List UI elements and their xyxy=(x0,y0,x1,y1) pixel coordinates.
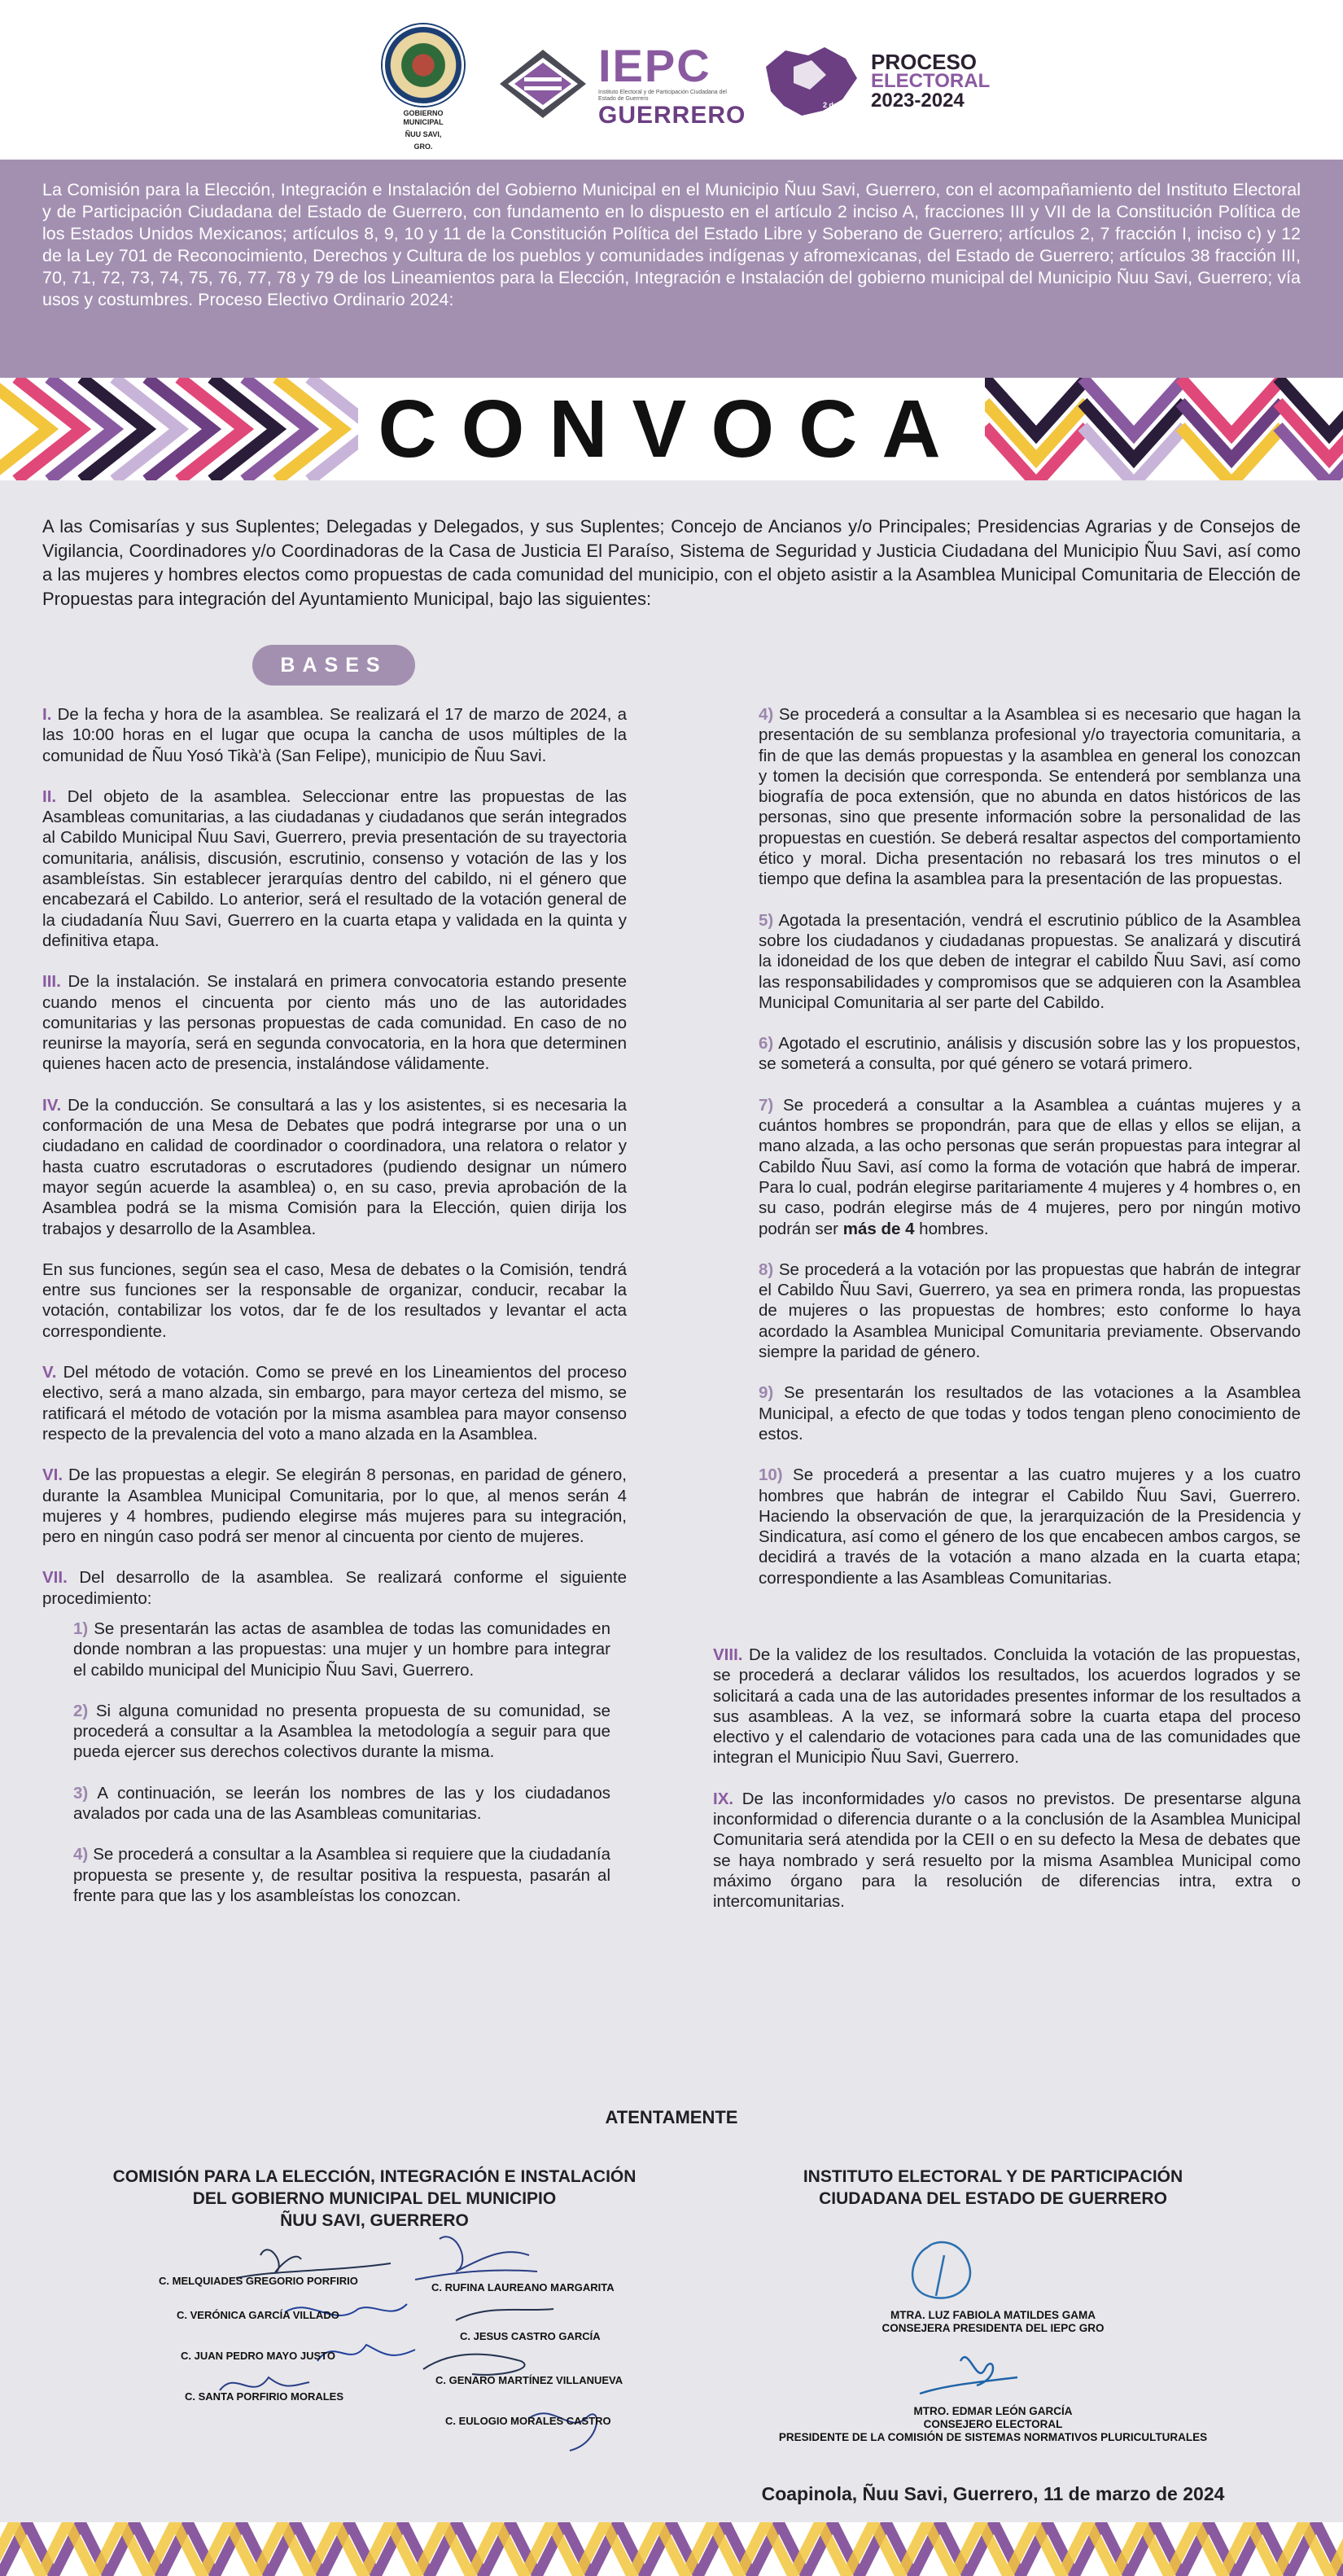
step-number: 6) xyxy=(759,1034,774,1054)
commission-member: C. VERÓNICA GARCÍA VILLADO xyxy=(177,2309,339,2321)
step-5 xyxy=(759,910,1301,1013)
step-7-end: hombres. xyxy=(919,1219,989,1238)
call-paragraph: A las Comisarías y sus Suplentes; Delegadas y Delegados, y sus Suplentes; Concejo de Ancianos y/o Principales; Presidencias Agrarias y de Consejos de Vigilancia, Coordinadores y/o Coordinadoras de la Casa de Justicia El Paraíso, Sistema de Seguridad y Justicia Ciudadana del Municipio Ñuu Savi, así como a las mujeres y hombres electos como propuestas de cada comunidad del municipio, con el objeto asistir a la Asamblea Municipal Comunitaria de Elección de Propuestas para integración del Ayuntamiento Municipal, bajo las siguientes: xyxy=(42,516,1301,609)
step-8 xyxy=(759,1260,1301,1362)
step-10 xyxy=(759,1465,1301,1588)
base-number: I. xyxy=(42,705,52,724)
org-line: CIUDADANA DEL ESTADO DE GUERRERO xyxy=(819,2189,1167,2208)
base-number: III. xyxy=(42,972,61,992)
bases-label: BASES xyxy=(252,645,415,686)
base-text: De la instalación. Se instalará en primera convocatoria estando presente cuando menos el cincuenta por ciento más uno de las autoridades comunitarias y las personas propuestas de cada comunidad. En caso de no reunirse la mayoría, será en segunda convocatoria, en la hora que determinen quienes hacen acto de presencia, instalándose válidamente. xyxy=(42,972,627,1074)
base-v xyxy=(42,1362,627,1444)
base-number: II. xyxy=(42,786,57,806)
step-number: 2) xyxy=(73,1701,89,1720)
step-text: Si alguna comunidad no presenta propuesta de su comunidad, se procederá a consultar a la Asamblea la metodología a seguir para que pueda ejercer sus derechos colectivos durante la misma. xyxy=(73,1701,610,1762)
base-text: De la fecha y hora de la asamblea. Se realizará el 17 de marzo de 2024, a las 10:00 horas en el lugar que ocupa la cancha de usos múltiples de la comunidad de Ñuu Yosó Tikà'à (San Felipe), municipio de Ñuu Savi. xyxy=(42,705,627,765)
iepc-official-role: CONSEJERA PRESIDENTA DEL IEPC GRO xyxy=(881,2322,1105,2334)
iepc-wordmark xyxy=(598,42,746,129)
base-number: VI. xyxy=(42,1465,63,1485)
commission-member: C. GENARO MARTÍNEZ VILLANUEVA xyxy=(435,2374,623,2386)
banner-title: CONVOCA xyxy=(378,383,965,475)
step-text: Agotado el escrutinio, análisis y discusión sobre las y los propuestos, se someterá a consulta, por qué género se votará primero. xyxy=(759,1034,1301,1074)
banner-pattern-left xyxy=(0,378,358,480)
iepc-org-name xyxy=(733,2166,1253,2210)
commission-member: C. JUAN PEDRO MAYO JUSTO xyxy=(181,2350,335,2362)
base-text: De las inconformidades y/o casos no previstos. De presentarse alguna inconformidad o diferencia durante o a la conclusión de la Asamblea Municipal Comunitaria será atendida por la CEII o en su defecto la Mesa de debates que se haya nombrado y será resuelto por la misma Asamblea Municipal como máximo órgano para la resolución de diferencias intra, extra o intercomunitarias. xyxy=(713,1789,1301,1912)
step-text: Se presentarán las actas de asamblea de todas las comunidades en donde nombran a las propuestas: una mujer y un hombre para integrar el cabildo municipal del Municipio Ñuu Savi, Guerrero. xyxy=(73,1619,610,1680)
base-viii xyxy=(713,1645,1301,1768)
base-number: IX. xyxy=(713,1789,734,1808)
commission-member: C. MELQUIADES GREGORIO PORFIRIO xyxy=(159,2275,358,2287)
base-ix xyxy=(713,1789,1301,1912)
seal-line-1: GOBIERNO MUNICIPAL xyxy=(403,109,444,126)
place-and-date: Coapinola, Ñuu Savi, Guerrero, 11 de marzo de 2024 xyxy=(761,2483,1225,2504)
base-text: De las propuestas a elegir. Se elegirán 8 personas, en paridad de género, durante la Asamblea Municipal Comunitaria, por lo que, al menos serán 4 mujeres y 4 hombres, pudiendo elegirse más mujeres para su integración, pero en ningún caso podrá ser menor al cincuenta por ciento de mujeres. xyxy=(42,1465,627,1547)
step-text: Agotada la presentación, vendrá el escrutinio público de la Asamblea sobre los ciudadanos y ciudadanas propuestas. Se analizará y discutirá la idoneidad de los que deben de integrar el cabildo Ñuu Savi, así como las responsabilidades y compromisos que se adquieren con la Asamblea Municipal Comunitaria al ser parte del Cabildo. xyxy=(759,910,1301,1012)
base-text: Del método de votación. Como se prevé en los Lineamientos del proceso electivo, será a mano alzada, sin embargo, para mayor certeza del mismo, se ratificará el método de votación por la misma asamblea para mayor consenso respecto de la prevalencia del voto a mano alzada en la Asamblea. xyxy=(42,1363,627,1444)
election-date: 2 de junio xyxy=(823,101,858,109)
proceso-line-3: 2023-2024 xyxy=(871,90,965,112)
banner-pattern-right xyxy=(985,378,1343,480)
step-text: Se procederá a consultar a la Asamblea si es necesario que hagan la presentación de su semblanza profesional y/o trayectoria comunitaria, a fin de que las demás propuestas y la asamblea en general los conozcan y tomen la decisión que corresponda. Se entenderá por semblanza una biografía de poca extensión, que no abunda en datos históricos de las personas, sino que presente información sobre la personalidad de las propuestas en cuestión. Se deberá resaltar aspectos del comportamiento ético y moral. Dicha presentación no rebasará los tres minutos o el tiempo que defina la asamblea para la presentación de las propuestas. xyxy=(759,705,1301,889)
step-2 xyxy=(73,1701,610,1763)
step-text: Se procederá a consultar a la Asamblea a cuántas mujeres y a cuántos hombres se propondrán, para que de ellas y ellos se elijan, a mano alzada, a las ocho personas que serán propuestas para integrar al Cabildo Ñuu Savi, así como la forma de votación que habrá de imperar. Para lo cual, podrán elegirse paritariamente 4 mujeres y 4 hombres o, en su caso, podrán elegirse más de 4 mujeres, pero por ningún motivo podrán ser xyxy=(759,1095,1301,1238)
commission-signatures xyxy=(147,2231,667,2467)
step-text: Se procederá a consultar a la Asamblea si requiere que la ciudadanía propuesta se presente y, de resultar positiva la respuesta, pasarán al frente para que las y los asambleístas los conozcan. xyxy=(73,1845,610,1905)
guerrero-map-icon xyxy=(761,42,862,120)
step-text: Se presentarán los resultados de las votaciones a la Asamblea Municipal, a efecto de que todas y todos tengan pleno conocimiento de estos. xyxy=(759,1383,1301,1444)
step-number: 3) xyxy=(73,1783,89,1803)
base-vi xyxy=(42,1465,627,1547)
base-text: Del desarrollo de la asamblea. Se realizará conforme el siguiente procedimiento: xyxy=(42,1568,627,1608)
base-i xyxy=(42,704,627,766)
base-iv xyxy=(42,1095,627,1239)
step-number: 4) xyxy=(73,1845,89,1864)
step-3 xyxy=(73,1783,610,1825)
base-text: De la conducción. Se consultará a las y los asistentes, si es necesaria la conformación de una Mesa de Debates que podrá integrarse por una o un ciudadano en calidad de coordinador o coordinadora, una relatora o relator y hasta cuatro escrutadoras o escrutadores (pudiendo designar un número mayor según acuerde la asamblea) o, en su caso, previa aprobación de la Asamblea podrá se la misma Comisión para la Elección, quien dirija los trabajos y desarrollo de la Asamblea. xyxy=(42,1095,627,1238)
iepc-official-role: CONSEJERO ELECTORAL xyxy=(923,2418,1063,2430)
step-number: 1) xyxy=(73,1619,89,1638)
iepc-official-role: PRESIDENTE DE LA COMISIÓN DE SISTEMAS NORMATIVOS PLURICULTURALES xyxy=(778,2431,1208,2443)
base-ii xyxy=(42,786,627,951)
commission-member: C. EULOGIO MORALES CASTRO xyxy=(445,2415,611,2427)
base-number: VII. xyxy=(42,1568,68,1588)
commission-org-name xyxy=(90,2166,659,2232)
iepc-official-name: MTRO. EDMAR LEÓN GARCÍA xyxy=(913,2405,1073,2417)
base-text: Del objeto de la asamblea. Seleccionar entre las propuestas de las Asambleas comunitarias, a las ciudadanas y ciudadanos que serán integrados al Cabildo Municipal Ñuu Savi, Guerrero, previa presentación de su trayectoria comunitaria, análisis, discusión, escrutinio, consenso y votación de las y los asambleístas. Sin establecer jerarquías dentro del cabildo, ni el género que encabezará el Cabildo. Lo anterior, será el resultado de la votación general de la ciudadanía Ñuu Savi, Guerrero en la cuarta etapa y validada en la quinta y definitiva etapa. xyxy=(42,786,627,950)
iepc-tagline: Instituto Electoral y de Participación Ciudadana del Estado de Guerrero xyxy=(598,90,727,102)
step-number: 9) xyxy=(759,1383,774,1403)
iepc-name: IEPC xyxy=(598,40,711,91)
municipal-seal xyxy=(383,24,464,151)
proceso-electoral-logo xyxy=(871,52,990,111)
municipal-seal-emblem xyxy=(383,24,464,106)
iepc-official-name: MTRA. LUZ FABIOLA MATILDES GAMA xyxy=(890,2309,1096,2321)
commission-member: C. JESUS CASTRO GARCÍA xyxy=(460,2330,601,2342)
seal-line-2: ÑUU SAVI, xyxy=(405,130,442,138)
iepc-signatures xyxy=(733,2231,1253,2475)
commission-member: C. SANTA PORFIRIO MORALES xyxy=(185,2390,343,2403)
iepc-logo-mark xyxy=(500,45,586,123)
step-text: Se procederá a presentar a las cuatro mujeres y a los cuatro hombres que habrán de integrar el Cabildo Ñuu Savi, Guerrero. Haciendo la observación de que, la jerarquización de la Presidencia y Sindicatura, así como el género de los que encabecen ambos cargos, se decidirá a través de la votación a mano alzada en la cuarta etapa; correspondiente a las Asambleas Comunitarias. xyxy=(759,1465,1301,1588)
proceso-line-1: PROCESO xyxy=(871,50,978,74)
base-iv-functions: En sus funciones, según sea el caso, Mesa de debates o la Comisión, tendrá entre sus funciones ser la responsable de organizar, conducir, recabar la votación, contabilizar los votos, dar fe de los resultados y levantar el acta correspondiente. xyxy=(42,1260,627,1341)
org-line: INSTITUTO ELECTORAL Y DE PARTICIPACIÓN xyxy=(803,2167,1183,2186)
bottom-pattern-strip xyxy=(0,2522,1343,2576)
commission-member: C. RUFINA LAUREANO MARGARITA xyxy=(431,2281,615,2293)
handwritten-signatures-left xyxy=(147,2231,667,2467)
step-number: 10) xyxy=(759,1465,783,1485)
step-4-semblanza xyxy=(759,704,1301,890)
convoca-banner xyxy=(0,378,1343,480)
base-number: IV. xyxy=(42,1095,62,1115)
step-7-emphasis: más de 4 xyxy=(842,1219,915,1238)
base-number: V. xyxy=(42,1363,57,1382)
step-6 xyxy=(759,1033,1301,1075)
bases-left-column xyxy=(42,704,627,1926)
step-1 xyxy=(73,1619,610,1680)
step-text: Se procederá a la votación por las propuestas que habrán de integrar el Cabildo Ñuu Savi, Guerrero, ya sea en primera ronda, las propuestas de mujeres o las propuestas de hombres; esto conforme lo haya acordado la Asamblea Municipal Comunitaria previamente. Observando siempre la paridad de género. xyxy=(759,1260,1301,1362)
base-vii xyxy=(42,1567,627,1609)
step-number: 8) xyxy=(759,1260,774,1279)
base-number: VIII. xyxy=(713,1645,743,1664)
intro-paragraph: La Comisión para la Elección, Integración e Instalación del Gobierno Municipal en el Municipio Ñuu Savi, Guerrero, con el acompañamiento del Instituto Electoral y de Participación Ciudadana del Estado de Guerrero, con fundamento en lo dispuesto en el artículo 2 inciso A, fracciones III y VII de la Constitución Política de los Estados Unidos Mexicanos; artículos 8, 9, 10 y 11 de la Constitución Política del Estado Libre y Soberano de Guerrero; artículos 2, 7 fracción I, inciso c) y 12 de la Ley 701 de Reconocimiento, Derechos y Cultura de los pueblos y comunidades indígenas y afromexicanas, del Estado de Guerrero; artículos 38 fracción III, 70, 71, 72, 73, 74, 75, 76, 77, 78 y 79 de los Lineamientos para la Elección, Integración e Instalación del gobierno municipal del Municipio Ñuu Savi, Guerrero; vía usos y costumbres. Proceso Electivo Ordinario 2024: xyxy=(0,160,1343,378)
column-spacer xyxy=(759,1609,1301,1645)
bases-right-column xyxy=(713,704,1301,1933)
org-line: COMISIÓN PARA LA ELECCIÓN, INTEGRACIÓN E INSTALACIÓN xyxy=(112,2167,637,2186)
step-4 xyxy=(73,1844,610,1906)
step-9 xyxy=(759,1382,1301,1444)
step-text: A continuación, se leerán los nombres de las y los ciudadanos avalados por cada una de las Asambleas comunitarias. xyxy=(73,1783,610,1824)
base-text: De la validez de los resultados. Concluida la votación de las propuestas, se procederá a declarar válidos los resultados, los acuerdos logrados y se solicitará a cada una de las autoridades presentes informar de los resultados a sus asambleas. A la vez, se informará sobre la cuarta etapa del proceso electivo y el calendario de votaciones para cada una de las comunidades que integran el Municipio Ñuu Savi, Guerrero. xyxy=(713,1645,1301,1768)
seal-line-3: GRO. xyxy=(413,142,433,151)
org-line: DEL GOBIERNO MUNICIPAL DEL MUNICIPIO xyxy=(192,2189,557,2208)
iepc-state: GUERRERO xyxy=(598,102,746,129)
step-number: 4) xyxy=(759,705,774,724)
step-number: 7) xyxy=(759,1095,774,1115)
org-line: ÑUU SAVI, GUERRERO xyxy=(280,2211,469,2230)
proceso-line-2: ELECTORAL xyxy=(871,70,991,92)
closing-atentamente: ATENTAMENTE xyxy=(605,2107,738,2127)
step-7 xyxy=(759,1095,1301,1239)
step-number: 5) xyxy=(759,910,774,930)
base-iii xyxy=(42,971,627,1074)
header-logos xyxy=(0,0,1343,160)
